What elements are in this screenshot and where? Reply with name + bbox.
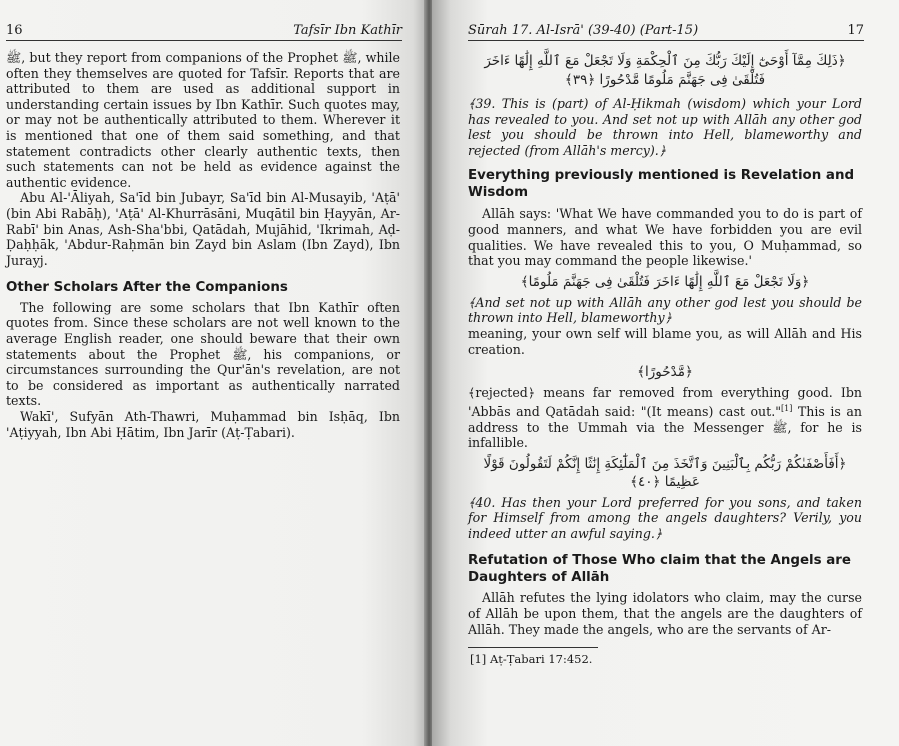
left-paragraph-4: Wakī', Sufyān Ath-Thawri, Muḥammad bin Isḥāq, Ibn 'Aṭiyyah, Ibn Abi Ḥātim, Ibn Jarīr (Aṭ-Ṭabari). bbox=[6, 408, 400, 440]
right-body bbox=[468, 52, 862, 666]
left-page bbox=[0, 0, 426, 746]
left-running-title: Tafsīr Ibn Kathīr bbox=[293, 23, 402, 38]
right-paragraph-3-start: ﴾rejected﴿ means far removed from everything good. Ibn 'Abbās and Qatādah said: "(It means) cast out." bbox=[468, 385, 862, 419]
left-paragraph-2: Abu Al-'Āliyah, Sa'īd bin Jubayr, Sa'īd bin Al-Musayib, 'Aṭā' (bin Abi Rabāḥ), 'Aṭā' Al-Khurrāsāni, Muqātil bin Ḥayyān, Ar-Rabī' bin Anas, Ash-Sha'bbi, Qatādah, Mujāhid, 'Ikrimah, Aḍ-Ḍaḥḥāk, 'Abdur-Raḥmān bin Zayd bin Aslam (Ibn Zayd), Ibn Jurayj. bbox=[6, 190, 400, 268]
arabic-verse-40: ﴿أَفَأَصْفَىٰكُمْ رَبُّكُم بِٱلْبَنِينَ وَٱتَّخَذَ مِنَ ٱلْمَلَٰٓئِكَةِ إِنَٰثًا إِنَّكُمْ لَتَقُولُونَ قَوْلًا عَظِيمًا ﴿٤٠﴾ bbox=[483, 455, 847, 490]
section-heading-refutation: Refutation of Those Who claim that the Angels are Daughters of Allāh bbox=[468, 553, 851, 585]
arabic-quote: ﴿وَلَا تَجْعَلْ مَعَ ٱللَّهِ إِلَٰهًا ءَاخَرَ فَتُلْقَىٰ فِى جَهَنَّمَ مَلُومًا﴾ bbox=[520, 273, 810, 290]
translation-verse-40: ﴾40. Has then your Lord preferred for you sons, and taken for Himself from among the angels daughters? Verily, you indeed utter an awful saying.﴿ bbox=[468, 494, 862, 541]
arabic-word-rejected: ﴿مَّدْحُورًا﴾ bbox=[637, 364, 693, 381]
right-page-number: 17 bbox=[847, 23, 864, 38]
left-paragraph-1: ﷺ, but they report from companions of the Prophet ﷺ, while often they themselves are quoted for Tafsīr. Reports that are attributed to them are used as additional support in understanding certain issues by Ibn Kathīr. Such quotes may, or may not be authentically attributed to them. Wherever it is mentioned that one of them said something, and that statement contradicts other clearly authentic texts, then such statements can not be held as evidence against the authentic evidence. bbox=[6, 50, 401, 190]
right-paragraph-4: Allāh refutes the lying idolators who claim, may the curse of Allāh be upon them, that the angels are the daughters of Allāh. They made the angels, who are the servants of Ar- bbox=[468, 590, 862, 637]
quote-translation: ﴾And set not up with Allāh any other god lest you should be thrown into Hell, blameworthy﴿ bbox=[468, 294, 862, 326]
section-heading-revelation: Everything previously mentioned is Revelation and Wisdom bbox=[468, 168, 855, 200]
right-paragraph-3 bbox=[468, 385, 862, 451]
translation-verse-39: ﴾39. This is (part) of Al-Ḥikmah (wisdom) which your Lord has revealed to you. And set not up with Allāh any other god lest you should be thrown into Hell, blameworthy and rejected (from Allāh's mercy).﴿ bbox=[468, 96, 862, 158]
arabic-verse-39: ﴿ذَلِكَ مِمَّآ أَوْحَىٰٓ إِلَيْكَ رَبُّكَ مِنَ ٱلْحِكْمَةِ وَلَا تَجْعَلْ مَعَ ٱللَّهِ إِلَٰهًا ءَاخَرَ فَتُلْقَىٰ فِى جَهَنَّمَ مَلُومًا مَّدْحُورًا ﴿٣٩﴾ bbox=[484, 53, 846, 88]
left-body bbox=[6, 50, 400, 440]
left-page-number: 16 bbox=[6, 23, 23, 38]
right-paragraph-2: meaning, your own self will blame you, as will Allāh and His creation. bbox=[468, 325, 862, 357]
right-running-title: Sūrah 17. Al-Isrā' (39-40) (Part-15) bbox=[468, 23, 699, 38]
section-heading-scholars: Other Scholars After the Companions bbox=[6, 280, 288, 296]
footnote-reference: [1] bbox=[781, 403, 793, 413]
footnote-text: [1] Aṭ-Ṭabari 17:452. bbox=[470, 652, 593, 667]
left-paragraph-3: The following are some scholars that Ibn Kathīr often quotes from. Since these scholars are not well known to the average English reader, one should beware that their own statements about the Prophet ﷺ, his companions, or circumstances surrounding the Qur'ān's revelation, are not to be considered as important as authentically narrated texts. bbox=[6, 299, 400, 409]
right-paragraph-1: Allāh says: 'What We have commanded you to do is part of good manners, and what We have forbidden you are evil qualities. We have revealed this to you, O Muḥammad, so that you may command the people likewise.' bbox=[468, 206, 862, 269]
right-paragraph-3-end: This is an address to the Ummah via the Messenger ﷺ, for he is infallible. bbox=[468, 403, 863, 451]
right-page-header bbox=[468, 22, 864, 41]
left-page-header bbox=[6, 22, 402, 41]
right-page bbox=[432, 0, 899, 746]
